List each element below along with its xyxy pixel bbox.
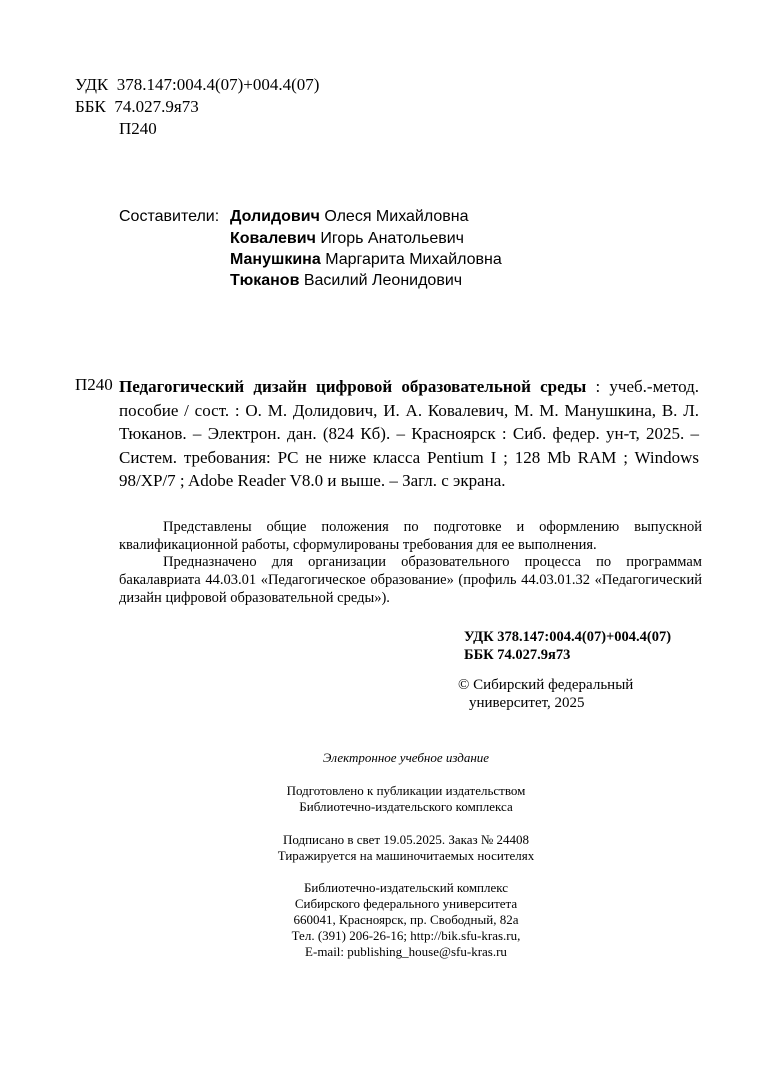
right-udk: УДК 378.147:004.4(07)+004.4(07) (464, 629, 672, 645)
udk-line (75, 74, 319, 96)
compiler-1 (230, 208, 469, 226)
compiler-3 (230, 251, 502, 269)
publisher-line-2: Сибирского федерального университета (294, 896, 518, 911)
udk-label: УДК (75, 75, 109, 94)
compiler-surname: Ковалевич (230, 230, 316, 247)
compilers-label: Составители: (119, 208, 220, 225)
imprint-publisher (0, 880, 764, 960)
record-description (119, 375, 699, 493)
publisher-phone-site: Тел. (391) 206-26-16; http://bik.sfu-kras.ru, (291, 928, 521, 943)
record-details: : учеб.-метод. пособие / сост. : О. М. Долидович, И. А. Ковалевич, М. М. Манушкина, В. Л. Тюканов. – Электрон. дан. (824 Кб). – Красноярск : Сиб. федер. ун-т, 2025. – Систем. требования: PC не ниже класса Pentium I ; 128 Mb RAM ; Windows 98/XP/7 ; Adobe Reader V8.0 и выше. – Загл. с экрана. (119, 377, 700, 490)
compiler-surname: Тюканов (230, 272, 300, 289)
copyright-line-1: © Сибирский федеральный (458, 677, 634, 693)
compiler-surname: Долидович (230, 208, 320, 225)
compiler-2 (230, 230, 464, 248)
prepared-line-1: Подготовлено к публикации издательством (286, 783, 526, 798)
publisher-email: E-mail: publishing_house@sfu-kras.ru (305, 944, 507, 959)
prepared-line-2: Библиотечно-издательского комплекса (299, 799, 513, 814)
copyright-line-2: университет, 2025 (469, 695, 585, 711)
bbk-label: ББК (75, 97, 106, 116)
record-code: П240 (75, 375, 113, 394)
bbk-value: 74.027.9я73 (114, 97, 199, 116)
compiler-names: Игорь Анатольевич (320, 230, 464, 247)
compiler-names: Олеся Михайловна (324, 208, 469, 225)
compiler-4 (230, 272, 462, 290)
publisher-line-1: Библиотечно-издательский комплекс (303, 880, 509, 895)
imprint-edition (0, 750, 764, 766)
annotation-paragraph-2: Предназначено для организации образовательного процесса по программам бакалавриата 44.03.01 «Педагогическое образование» (профиль 44.03.01.32 «Педагогический дизайн цифровой образовательной среды»). (119, 554, 702, 606)
signed-line: Подписано в свет 19.05.2025. Заказ № 24408 (282, 832, 530, 847)
bbk-line (75, 96, 199, 118)
compiler-surname: Манушкина (230, 251, 321, 268)
compiler-names: Василий Леонидович (303, 272, 463, 289)
record-title: Педагогический дизайн цифровой образовательной среды (119, 377, 587, 396)
imprint-signed (0, 832, 764, 864)
replicated-line: Тиражируется на машиночитаемых носителях (277, 848, 535, 863)
publisher-address: 660041, Красноярск, пр. Свободный, 82а (293, 912, 519, 927)
right-bbk: ББК 74.027.9я73 (464, 647, 571, 663)
annotation-paragraph-1: Представлены общие положения по подготовке и оформлению выпускной квалификационной работы, сформулированы требования для ее выполнения. (119, 519, 702, 553)
author-sign: П240 (119, 119, 157, 138)
udk-value: 378.147:004.4(07)+004.4(07) (116, 75, 320, 94)
compiler-names: Маргарита Михайловна (325, 251, 502, 268)
imprint-prepared (0, 783, 764, 815)
edition-type: Электронное учебное издание (322, 750, 490, 765)
